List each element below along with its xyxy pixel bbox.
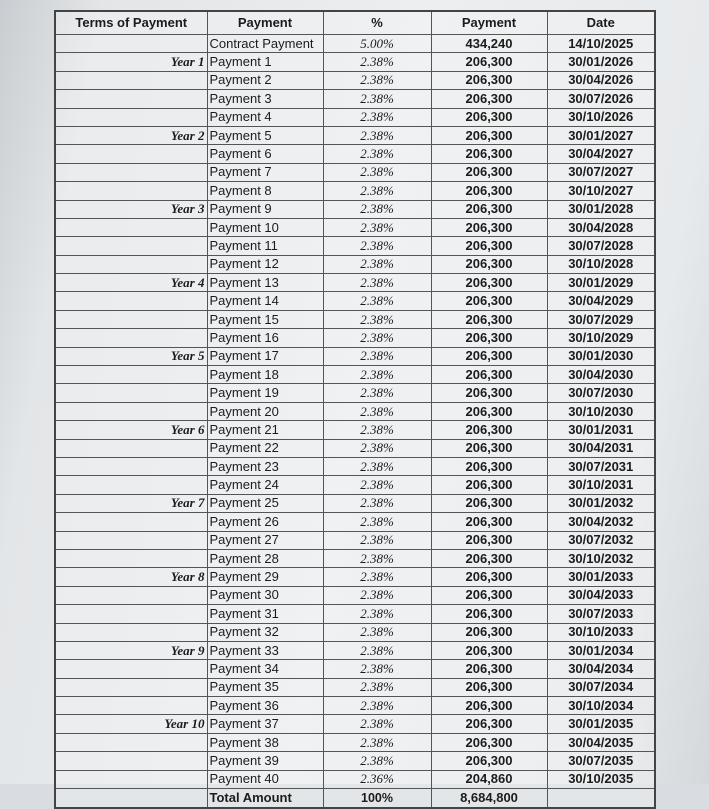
- payment-date: 30/10/2033: [547, 623, 655, 641]
- table-row: [55, 531, 655, 549]
- payment-percent: 2.38%: [323, 126, 431, 144]
- table-row: [55, 770, 655, 788]
- year-label: [55, 108, 207, 126]
- table-row: [55, 605, 655, 623]
- payment-date: 30/10/2032: [547, 549, 655, 567]
- table-row: [55, 549, 655, 567]
- payment-amount: 206,300: [431, 366, 547, 384]
- table-row: [55, 641, 655, 659]
- payment-date: 14/10/2025: [547, 35, 655, 53]
- payment-amount: 206,300: [431, 623, 547, 641]
- year-label: [55, 384, 207, 402]
- payment-name: Payment 25: [207, 494, 323, 512]
- payment-name: Payment 3: [207, 90, 323, 108]
- table-row: [55, 384, 655, 402]
- payment-amount: 206,300: [431, 568, 547, 586]
- payment-date: 30/01/2028: [547, 200, 655, 218]
- payment-percent: 2.38%: [323, 108, 431, 126]
- year-label: Year 7: [55, 494, 207, 512]
- payment-name: Payment 16: [207, 329, 323, 347]
- payment-name: Payment 11: [207, 237, 323, 255]
- payment-amount: 206,300: [431, 678, 547, 696]
- payment-amount: 206,300: [431, 715, 547, 733]
- table-row: [55, 568, 655, 586]
- table-row: [55, 494, 655, 512]
- payment-date: 30/10/2026: [547, 108, 655, 126]
- year-label: Year 5: [55, 347, 207, 365]
- table-row: [55, 145, 655, 163]
- payment-date: 30/07/2032: [547, 531, 655, 549]
- table-row: [55, 292, 655, 310]
- payment-name: Payment 31: [207, 605, 323, 623]
- payment-amount: 206,300: [431, 71, 547, 89]
- table-row: [55, 678, 655, 696]
- payment-date: 30/10/2027: [547, 182, 655, 200]
- year-label: Year 6: [55, 421, 207, 439]
- payment-amount: 206,300: [431, 494, 547, 512]
- payment-percent: 2.38%: [323, 145, 431, 163]
- payment-date: 30/01/2026: [547, 53, 655, 71]
- payment-date: 30/04/2033: [547, 586, 655, 604]
- payment-percent: 2.38%: [323, 71, 431, 89]
- year-label: [55, 35, 207, 53]
- payment-amount: 206,300: [431, 274, 547, 292]
- payment-percent: 2.38%: [323, 752, 431, 770]
- payment-percent: 2.38%: [323, 255, 431, 273]
- total-date-blank: [547, 789, 655, 809]
- payment-percent: 2.38%: [323, 200, 431, 218]
- table-row: [55, 513, 655, 531]
- payment-amount: 206,300: [431, 605, 547, 623]
- payment-amount: 206,300: [431, 200, 547, 218]
- payment-amount: 204,860: [431, 770, 547, 788]
- payment-amount: 206,300: [431, 163, 547, 181]
- payment-percent: 2.38%: [323, 623, 431, 641]
- payment-name: Payment 26: [207, 513, 323, 531]
- table-row: [55, 90, 655, 108]
- table-row: [55, 586, 655, 604]
- payment-date: 30/10/2031: [547, 476, 655, 494]
- year-label: Year 4: [55, 274, 207, 292]
- payment-percent: 2.38%: [323, 457, 431, 475]
- payment-name: Payment 9: [207, 200, 323, 218]
- payment-percent: 2.38%: [323, 513, 431, 531]
- payment-name: Payment 28: [207, 549, 323, 567]
- payment-amount: 206,300: [431, 347, 547, 365]
- year-label: [55, 752, 207, 770]
- year-label: [55, 531, 207, 549]
- year-label: [55, 770, 207, 788]
- header-amount: Payment: [431, 11, 547, 35]
- table-row: [55, 366, 655, 384]
- payment-name: Payment 39: [207, 752, 323, 770]
- payment-date: 30/04/2032: [547, 513, 655, 531]
- year-label: Year 2: [55, 126, 207, 144]
- year-label: [55, 586, 207, 604]
- payment-date: 30/10/2029: [547, 329, 655, 347]
- payment-date: 30/10/2028: [547, 255, 655, 273]
- table-row: [55, 200, 655, 218]
- year-label: [55, 237, 207, 255]
- header-payment: Payment: [207, 11, 323, 35]
- payment-amount: 206,300: [431, 660, 547, 678]
- payment-amount: 206,300: [431, 53, 547, 71]
- payment-percent: 2.38%: [323, 90, 431, 108]
- table-row: [55, 53, 655, 71]
- payment-name: Payment 29: [207, 568, 323, 586]
- payment-percent: 2.36%: [323, 770, 431, 788]
- payment-percent: 2.38%: [323, 586, 431, 604]
- payment-name: Payment 1: [207, 53, 323, 71]
- payment-date: 30/01/2030: [547, 347, 655, 365]
- table-row: [55, 310, 655, 328]
- payment-percent: 2.38%: [323, 310, 431, 328]
- year-label: [55, 218, 207, 236]
- payment-amount: 206,300: [431, 126, 547, 144]
- payment-date: 30/07/2031: [547, 457, 655, 475]
- year-label: [55, 549, 207, 567]
- payment-percent: 2.38%: [323, 421, 431, 439]
- payment-amount: 206,300: [431, 292, 547, 310]
- year-label: [55, 402, 207, 420]
- year-label: Year 10: [55, 715, 207, 733]
- table-row: [55, 715, 655, 733]
- table-row: [55, 697, 655, 715]
- table-row: [55, 163, 655, 181]
- payment-date: 30/04/2029: [547, 292, 655, 310]
- payment-percent: 2.38%: [323, 292, 431, 310]
- payment-date: 30/07/2027: [547, 163, 655, 181]
- payment-percent: 2.38%: [323, 366, 431, 384]
- payment-percent: 2.38%: [323, 237, 431, 255]
- year-label: Year 3: [55, 200, 207, 218]
- year-label: Year 8: [55, 568, 207, 586]
- year-label: [55, 145, 207, 163]
- payment-date: 30/07/2030: [547, 384, 655, 402]
- payment-amount: 206,300: [431, 421, 547, 439]
- table-row: [55, 237, 655, 255]
- payment-percent: 2.38%: [323, 549, 431, 567]
- payment-name: Payment 6: [207, 145, 323, 163]
- payment-percent: 2.38%: [323, 660, 431, 678]
- year-label: [55, 623, 207, 641]
- payment-amount: 206,300: [431, 90, 547, 108]
- payment-name: Payment 18: [207, 366, 323, 384]
- payment-amount: 206,300: [431, 439, 547, 457]
- payment-date: 30/01/2035: [547, 715, 655, 733]
- payment-date: 30/10/2034: [547, 697, 655, 715]
- payment-amount: 206,300: [431, 457, 547, 475]
- header-percent: %: [323, 11, 431, 35]
- table-row: [55, 108, 655, 126]
- year-label: [55, 90, 207, 108]
- payment-percent: 2.38%: [323, 531, 431, 549]
- payment-percent: 2.38%: [323, 494, 431, 512]
- payment-amount: 206,300: [431, 402, 547, 420]
- payment-name: Payment 30: [207, 586, 323, 604]
- payment-date: 30/01/2029: [547, 274, 655, 292]
- payment-name: Payment 36: [207, 697, 323, 715]
- payment-amount: 206,300: [431, 697, 547, 715]
- table-row: [55, 402, 655, 420]
- payment-date: 30/07/2026: [547, 90, 655, 108]
- payment-name: Payment 24: [207, 476, 323, 494]
- payment-amount: 206,300: [431, 733, 547, 751]
- payment-date: 30/04/2034: [547, 660, 655, 678]
- table-row: [55, 733, 655, 751]
- year-label: [55, 457, 207, 475]
- payment-date: 30/07/2029: [547, 310, 655, 328]
- payment-percent: 2.38%: [323, 697, 431, 715]
- payment-schedule-table: [54, 10, 656, 809]
- table-row: [55, 421, 655, 439]
- year-label: [55, 513, 207, 531]
- payment-amount: 206,300: [431, 549, 547, 567]
- table-row: [55, 35, 655, 53]
- payment-name: Payment 34: [207, 660, 323, 678]
- table-row: [55, 660, 655, 678]
- payment-name: Payment 12: [207, 255, 323, 273]
- total-label: Total Amount: [207, 789, 323, 809]
- payment-name: Payment 2: [207, 71, 323, 89]
- table-row: [55, 255, 655, 273]
- year-label: [55, 163, 207, 181]
- year-label: [55, 182, 207, 200]
- payment-date: 30/04/2028: [547, 218, 655, 236]
- payment-percent: 2.38%: [323, 347, 431, 365]
- payment-amount: 206,300: [431, 513, 547, 531]
- payment-date: 30/07/2033: [547, 605, 655, 623]
- year-label: [55, 697, 207, 715]
- payment-percent: 2.38%: [323, 218, 431, 236]
- payment-name: Contract Payment: [207, 35, 323, 53]
- payment-amount: 206,300: [431, 476, 547, 494]
- payment-percent: 5.00%: [323, 35, 431, 53]
- table-row: [55, 457, 655, 475]
- payment-name: Payment 35: [207, 678, 323, 696]
- payment-percent: 2.38%: [323, 163, 431, 181]
- payment-date: 30/10/2030: [547, 402, 655, 420]
- year-label: [55, 292, 207, 310]
- payment-percent: 2.38%: [323, 605, 431, 623]
- payment-name: Payment 33: [207, 641, 323, 659]
- payment-date: 30/07/2035: [547, 752, 655, 770]
- table-row: [55, 476, 655, 494]
- payment-percent: 2.38%: [323, 53, 431, 71]
- payment-name: Payment 7: [207, 163, 323, 181]
- payment-percent: 2.38%: [323, 329, 431, 347]
- payment-amount: 206,300: [431, 586, 547, 604]
- year-label: [55, 71, 207, 89]
- total-blank: [55, 789, 207, 809]
- payment-percent: 2.38%: [323, 641, 431, 659]
- payment-name: Payment 19: [207, 384, 323, 402]
- payment-date: 30/04/2027: [547, 145, 655, 163]
- payment-date: 30/01/2034: [547, 641, 655, 659]
- payment-percent: 2.38%: [323, 402, 431, 420]
- payment-date: 30/04/2026: [547, 71, 655, 89]
- payment-name: Payment 13: [207, 274, 323, 292]
- payment-amount: 206,300: [431, 310, 547, 328]
- payment-amount: 434,240: [431, 35, 547, 53]
- table-row: [55, 274, 655, 292]
- payment-date: 30/01/2027: [547, 126, 655, 144]
- payment-name: Payment 21: [207, 421, 323, 439]
- payment-amount: 206,300: [431, 237, 547, 255]
- schedule-body: [55, 35, 655, 789]
- payment-name: Payment 27: [207, 531, 323, 549]
- payment-amount: 206,300: [431, 641, 547, 659]
- payment-name: Payment 17: [207, 347, 323, 365]
- payment-percent: 2.38%: [323, 274, 431, 292]
- payment-name: Payment 14: [207, 292, 323, 310]
- payment-date: 30/04/2035: [547, 733, 655, 751]
- payment-date: 30/01/2031: [547, 421, 655, 439]
- payment-percent: 2.38%: [323, 476, 431, 494]
- payment-name: Payment 5: [207, 126, 323, 144]
- payment-name: Payment 37: [207, 715, 323, 733]
- header-date: Date: [547, 11, 655, 35]
- table-row: [55, 752, 655, 770]
- payment-percent: 2.38%: [323, 715, 431, 733]
- payment-amount: 206,300: [431, 255, 547, 273]
- table-row: [55, 439, 655, 457]
- payment-name: Payment 32: [207, 623, 323, 641]
- table-row: [55, 623, 655, 641]
- payment-percent: 2.38%: [323, 733, 431, 751]
- payment-amount: 206,300: [431, 145, 547, 163]
- table-row: [55, 218, 655, 236]
- payment-name: Payment 8: [207, 182, 323, 200]
- header-row: [55, 11, 655, 35]
- payment-percent: 2.38%: [323, 678, 431, 696]
- payment-percent: 2.38%: [323, 439, 431, 457]
- payment-amount: 206,300: [431, 531, 547, 549]
- payment-amount: 206,300: [431, 182, 547, 200]
- payment-name: Payment 23: [207, 457, 323, 475]
- payment-amount: 206,300: [431, 218, 547, 236]
- payment-name: Payment 10: [207, 218, 323, 236]
- year-label: [55, 310, 207, 328]
- payment-percent: 2.38%: [323, 568, 431, 586]
- year-label: [55, 605, 207, 623]
- year-label: [55, 733, 207, 751]
- payment-amount: 206,300: [431, 384, 547, 402]
- table-row: [55, 329, 655, 347]
- payment-name: Payment 15: [207, 310, 323, 328]
- header-terms: Terms of Payment: [55, 11, 207, 35]
- payment-date: 30/01/2033: [547, 568, 655, 586]
- table-row: [55, 347, 655, 365]
- table-row: [55, 182, 655, 200]
- payment-name: Payment 22: [207, 439, 323, 457]
- payment-date: 30/10/2035: [547, 770, 655, 788]
- year-label: [55, 366, 207, 384]
- payment-date: 30/01/2032: [547, 494, 655, 512]
- payment-name: Payment 38: [207, 733, 323, 751]
- year-label: Year 1: [55, 53, 207, 71]
- year-label: [55, 660, 207, 678]
- year-label: [55, 255, 207, 273]
- total-row: [55, 789, 655, 809]
- payment-date: 30/04/2030: [547, 366, 655, 384]
- payment-name: Payment 20: [207, 402, 323, 420]
- total-percent: 100%: [323, 789, 431, 809]
- table-row: [55, 126, 655, 144]
- year-label: [55, 476, 207, 494]
- table-row: [55, 71, 655, 89]
- year-label: Year 9: [55, 641, 207, 659]
- payment-date: 30/04/2031: [547, 439, 655, 457]
- payment-amount: 206,300: [431, 108, 547, 126]
- year-label: [55, 678, 207, 696]
- payment-amount: 206,300: [431, 329, 547, 347]
- payment-amount: 206,300: [431, 752, 547, 770]
- payment-name: Payment 4: [207, 108, 323, 126]
- payment-date: 30/07/2028: [547, 237, 655, 255]
- payment-date: 30/07/2034: [547, 678, 655, 696]
- payment-percent: 2.38%: [323, 384, 431, 402]
- payment-percent: 2.38%: [323, 182, 431, 200]
- year-label: [55, 329, 207, 347]
- year-label: [55, 439, 207, 457]
- payment-name: Payment 40: [207, 770, 323, 788]
- total-amount: 8,684,800: [431, 789, 547, 809]
